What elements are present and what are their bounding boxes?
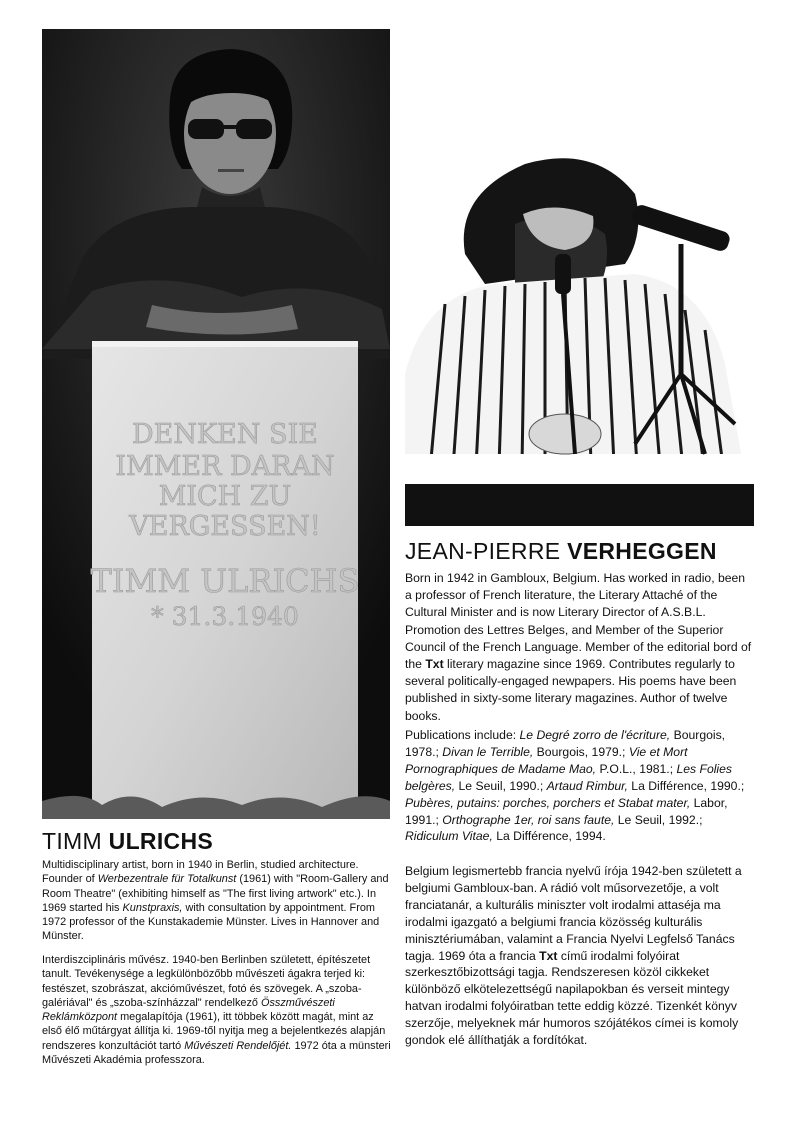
publication-title: Le Degré zorro de l'écriture, [519, 728, 671, 742]
gravestone-line-4: VERGESSEN! [129, 511, 321, 542]
italic-title: Összművészeti Reklámközpont [42, 996, 335, 1024]
verheggen-bio-english [405, 570, 755, 725]
bio-text: Born in 1942 in Gambloux, Belgium. Has worked in radio, been a professor of French literature, the Literary Attaché of the Cultural Minister and is now Literary Director of A.S.B.L. Promotion des Lettres Belges, and Member of the Superior Council of the French Language. Member of the editorial bord of the [405, 571, 752, 672]
publication-title: Artaud Rimbur, [546, 778, 628, 793]
gravestone-line-3: MICH ZU [158, 481, 292, 512]
publication-title: Les Folies belgères, [405, 761, 733, 793]
publication-title: Vie et Mort Pornographiques de Madame Mao, [405, 744, 688, 776]
publication-title: Pubères, putains: porches, porchers et Stabat mater, [405, 795, 691, 810]
publication-details: Bourgois, 1978.; [405, 728, 726, 759]
publication-details: P.O.L., 1981.; [596, 761, 677, 776]
bio-text: Multidisciplinary artist, born in 1940 in Berlin, studied architecture. Founder of [42, 859, 359, 886]
first-name: TIMM [42, 828, 102, 854]
gravestone-line-1: DENKEN SIE [132, 419, 318, 450]
gravestone-line-5: TIMM ULRICHS [90, 562, 360, 600]
publication-details: Labor, 1991.; [405, 795, 728, 827]
magazine-name: Txt [425, 657, 444, 672]
bio-text: Belgium legismertebb francia nyelvű írója 1942-ben született a belgiumi Gambloux-ban. A rádió volt műsorvezetője, a volt franciatanár, a kulturális miniszter volt irodalmi attaséja ma irodalmi igazgató a belgiumi francia közösség kulturális minisztériumában, valamint a Francia Nyelvi Legfelső Tanács tagja. 1969 óta a francia [405, 864, 742, 963]
ulrichs-bio-english [42, 858, 392, 944]
bio-text: megalapítója (1961), itt többek között magát, mint az első élő műtárgyat állítja ki. 1969-től nyitja meg a bejelentkezés alapján rendszeres konzultációt tartó [42, 1011, 386, 1052]
publication-details: Bourgois, 1979.; [533, 744, 629, 759]
bio-text: című irodalmi folyóirat szerkesztőbizottsági tagja. Rendszeresen közöl cikkeket különböző elkötelezettségű napilapokban és verseit mintegy hatvan irodalmi folyóiratban tette eddig közzé. Tizenkét könyv szerzője, melyeknek már humoros szójátékos címei is komoly gondok elé állíthatják a fordítókat. [405, 948, 739, 1048]
ulrichs-photo-illustration [42, 29, 390, 819]
italic-title: Művészeti Rendelőjét. [184, 1039, 292, 1052]
bio-text: Interdiszciplináris művész. 1940-ben Berlinben született, építészetet tanult. Tevékenysége a legkülönbözőbb művészeti ágakra terjed ki: festészet, szobrászat, akcióművészet, fotó és szövegek. A „szoba-galériával" és „szoba-színházzal" rendelkező [42, 954, 371, 1009]
magazine-name: Txt [539, 948, 558, 963]
ulrichs-bio-hungarian [42, 953, 392, 1067]
bio-text: literary magazine since 1969. Contributes regularly to several politically-engaged newpapers. His poems have been published in sixty-some literary magazines. Author of twelve books. [405, 657, 737, 723]
first-name: JEAN-PIERRE [405, 538, 561, 564]
italic-title: Kunstpraxis, [122, 901, 183, 914]
verheggen-photo-illustration [405, 134, 754, 526]
artist-name-ulrichs [42, 828, 213, 855]
gravestone-line-2: IMMER DARAN [115, 451, 335, 482]
bio-text: 1972 óta a münsteri Művészeti Akadémia professzora. [42, 1039, 391, 1067]
last-name: VERHEGGEN [567, 538, 717, 564]
italic-title: Werbezentrale für Totalkunst [97, 873, 237, 886]
last-name: ULRICHS [108, 828, 213, 854]
publication-title: Divan le Terrible, [442, 744, 534, 759]
publication-details: La Différence, 1994. [492, 829, 606, 844]
gravestone-line-6: * 31.3.1940 [151, 602, 299, 631]
bio-text: (1961) with "Room-Gallery and Room Theatre" (exhibiting himself as "The first living artwork" etc.). In 1969 started his [42, 873, 389, 914]
publication-details: Le Seuil, 1992.; [614, 812, 703, 827]
publication-title: Orthographe 1er, roi sans faute, [442, 812, 615, 827]
man-at-microphone-photo [405, 134, 754, 526]
publication-title: Ridiculum Vitae, [405, 829, 493, 844]
portrait-behind-gravestone-photo [42, 29, 390, 819]
publication-details: La Différence, 1990.; [627, 778, 745, 793]
publication-details: Le Seuil, 1990.; [455, 778, 547, 793]
artist-name-verheggen [405, 538, 717, 565]
publications-intro: Publications include: [405, 728, 520, 742]
verheggen-bio-hungarian [405, 863, 755, 1049]
verheggen-publications [405, 727, 755, 845]
bio-text: with consultation by appointment. From 1972 professor of the Kunstakademie Münster. Lives in Hannover and Münster. [42, 901, 380, 943]
